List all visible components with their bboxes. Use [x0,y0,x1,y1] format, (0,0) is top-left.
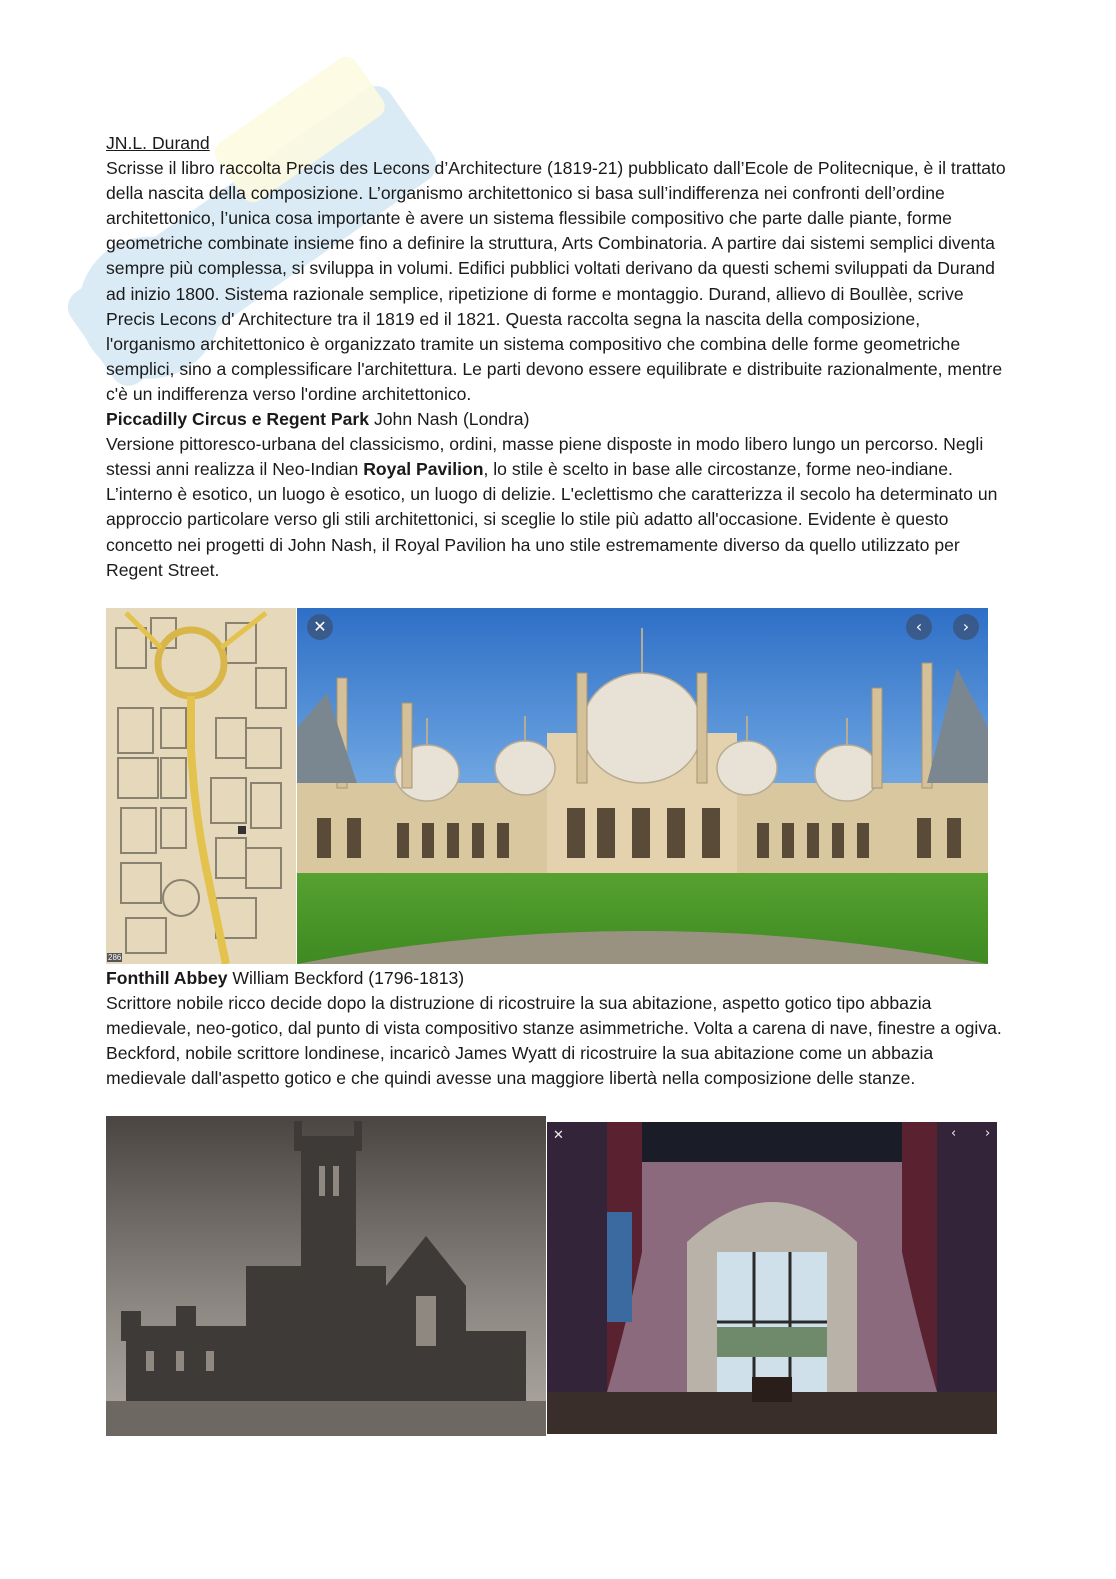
interior-next-button[interactable]: › [985,1126,991,1141]
royal-pavilion-image [297,608,988,964]
close-icon: ✕ [313,617,327,636]
section-body-nash: Versione pittoresco-urbana del classicismo, ordini, masse piene disposte in modo libero lungo un percorso. Negli stessi anni realizza il Neo-Indian Royal Pavilion, lo stile è scelto in base alle circostanze, forme neo-indiane. L’interno è esotico, un luogo è esotico, un luogo di delizie. L'eclettismo che caratterizza il secolo ha determinato un approccio particolare verso gli stili architettonici, si sceglie lo stile più adatto all'occasione. Evidente è questo concetto nei progetti di John Nash, il Royal Pavilion ha uno stile estremamente diverso da quello utilizzato per Regent Street. [106,434,998,580]
document-body-2 [106,966,1006,1091]
section-heading-nash: Piccadilly Circus e Regent Park John Nash (Londra) [106,409,530,430]
chevron-left-icon: ‹ [915,617,923,636]
interior-close-button[interactable]: ✕ [553,1128,564,1143]
viewer-prev-button[interactable] [906,614,932,640]
viewer-next-button[interactable] [953,614,979,640]
section-heading-fonthill: Fonthill Abbey William Beckford (1796-1813) [106,968,465,988]
fonthill-abbey-interior-image [547,1122,997,1434]
document-body [106,131,1006,583]
section-heading-durand: JN.L. Durand [106,133,210,153]
map-page-number: 286 [108,953,122,962]
section-body-durand: Scrisse il libro raccolta Precis des Lecons d’Architecture (1819-21) pubblicato dall’Ecole de Politecnique, è il trattato della nascita della composizione. L’organismo architettonico si basa sull’indifferenza nei confronti dell’ordine architettonico, l’unica cosa importante è avere un sistema flessibile compositivo che parte dalle piante, forme geometriche combinate insieme fino a definire la struttura, Arts Combinatoria. A partire dai sistemi semplici diventa sempre più complessa, si sviluppa in volumi. Edifici pubblici voltati derivano da questi schemi sviluppati da Durand ad inizio 1800. Sistema razionale semplice, ripetizione di forme e montaggio. Durand, allievo di Boullèe, scrive Precis Lecons d' Architecture tra il 1819 ed il 1821. Questa raccolta segna la nascita della composizione, l'organismo architettonico è organizzato tramite un sistema compositivo che combina delle forme geometriche semplici, sino a complessificare l'architettura. Le parti devono essere equilibrate e distribuite razionalmente, mentre c'è un indifferenza verso l'ordine architettonico. [106,158,1006,404]
chevron-right-icon: › [962,617,970,636]
regent-street-map-image [106,608,296,964]
section-body-fonthill: Scrittore nobile ricco decide dopo la distruzione di ricostruire la sua abitazione, aspetto gotico tipo abbazia medievale, neo-gotico, dal punto di vista compositivo stanze asimmetriche. Volta a carena di nave, finestre a ogiva. Beckford, nobile scrittore londinese, incaricò James Wyatt di ricostruire la sua abitazione come un abbazia medievale dall'aspetto gotico e che quindi avesse una maggiore libertà nella composizione delle stanze. [106,993,1002,1089]
interior-prev-button[interactable]: ‹ [951,1126,957,1141]
fonthill-abbey-engraving [106,1116,546,1436]
viewer-close-button[interactable] [307,614,333,640]
